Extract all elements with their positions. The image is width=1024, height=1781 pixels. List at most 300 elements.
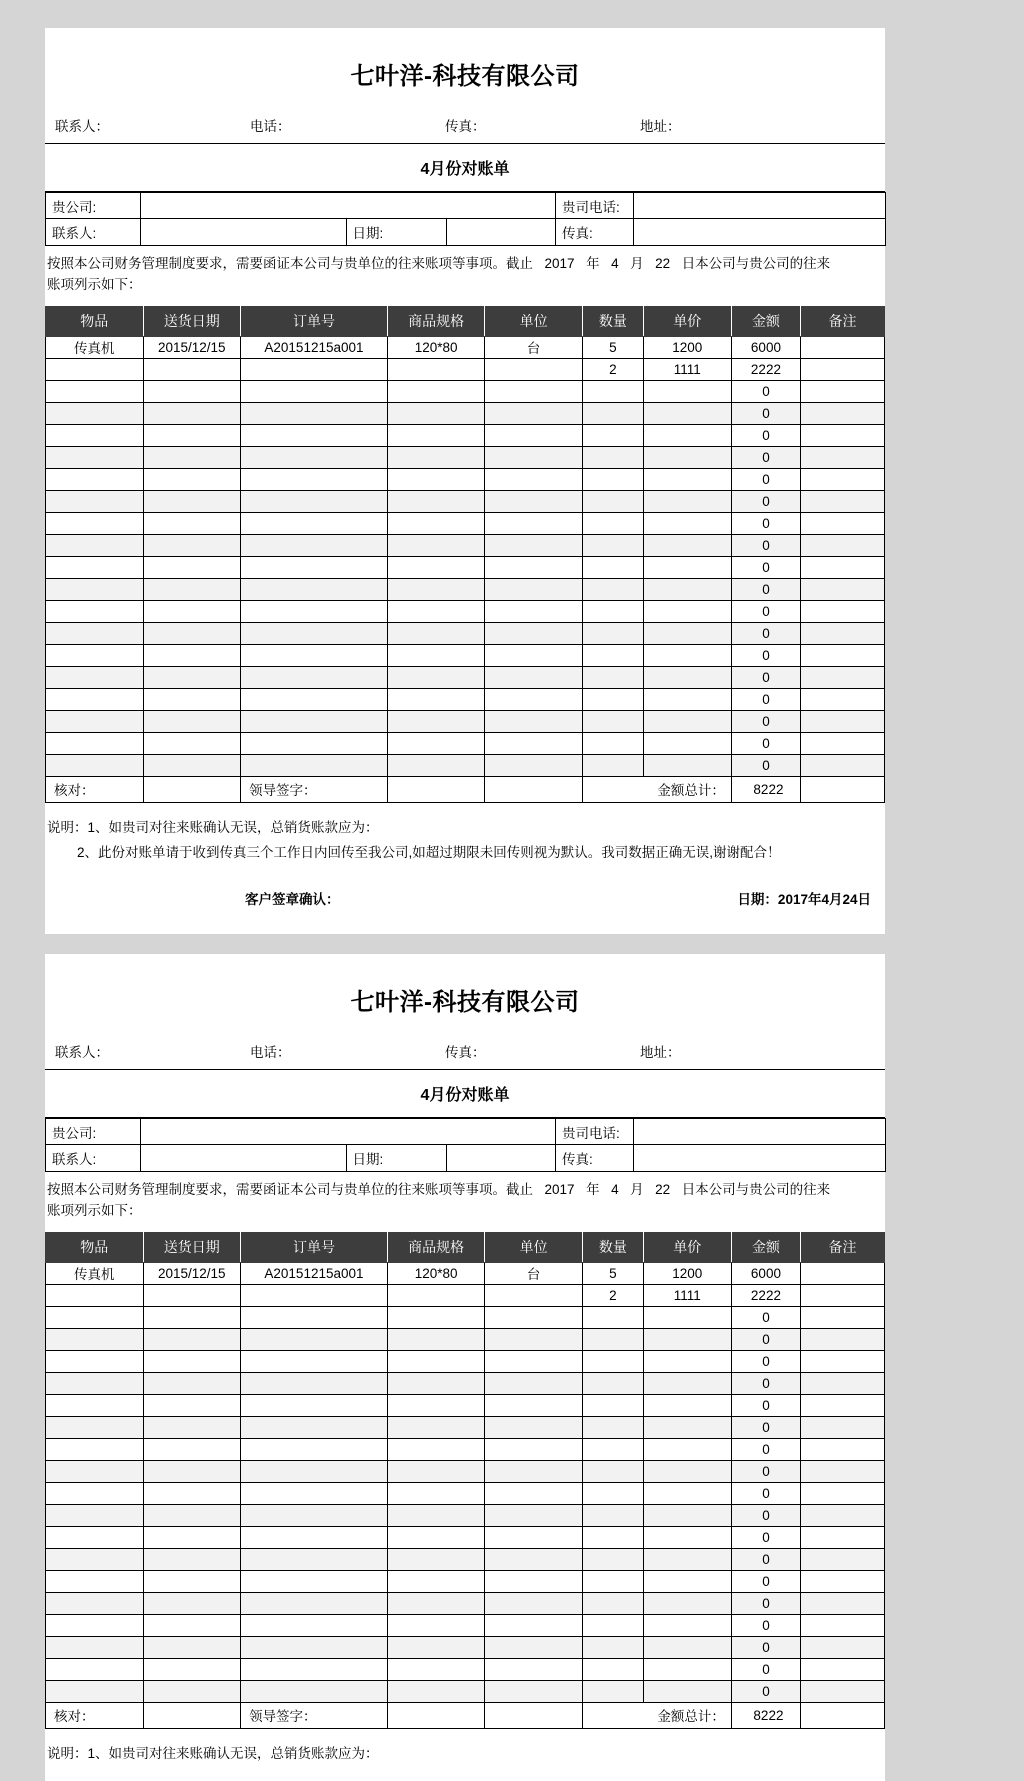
- contact-person-value-s2[interactable]: [141, 1145, 346, 1171]
- cell-qty[interactable]: [582, 446, 643, 468]
- cell-spec-s2[interactable]: [387, 1482, 485, 1504]
- cell-date-s2[interactable]: [143, 1504, 241, 1526]
- cell-note[interactable]: [801, 556, 885, 578]
- col-header-amount-s2[interactable]: 金额: [731, 1232, 800, 1262]
- cell-qty[interactable]: [582, 556, 643, 578]
- cell-amount-s2[interactable]: 0: [731, 1504, 800, 1526]
- cell-qty-s2[interactable]: 2: [582, 1284, 643, 1306]
- cell-spec-s2[interactable]: [387, 1592, 485, 1614]
- cell-unit-s2[interactable]: [485, 1416, 583, 1438]
- cell-price-s2[interactable]: [643, 1416, 731, 1438]
- cell-item[interactable]: 传真机: [46, 336, 144, 358]
- cell-spec[interactable]: [387, 556, 485, 578]
- cell-spec[interactable]: [387, 754, 485, 776]
- cell-spec-s2[interactable]: [387, 1658, 485, 1680]
- cell-item-s2[interactable]: [46, 1306, 144, 1328]
- cell-item-s2[interactable]: [46, 1592, 144, 1614]
- cell-item[interactable]: [46, 424, 144, 446]
- col-header-qty-s2[interactable]: 数量: [582, 1232, 643, 1262]
- your-phone-value-s2[interactable]: [634, 1119, 886, 1145]
- cell-price[interactable]: [643, 490, 731, 512]
- cell-unit-s2[interactable]: 台: [485, 1262, 583, 1284]
- cell-date-s2[interactable]: [143, 1284, 241, 1306]
- cell-amount-s2[interactable]: 0: [731, 1306, 800, 1328]
- cell-item-s2[interactable]: 传真机: [46, 1262, 144, 1284]
- cell-note[interactable]: [801, 578, 885, 600]
- cell-spec[interactable]: [387, 424, 485, 446]
- cell-unit[interactable]: [485, 468, 583, 490]
- cell-unit-s2[interactable]: [485, 1460, 583, 1482]
- cell-unit[interactable]: [485, 688, 583, 710]
- cell-amount[interactable]: 2222: [731, 358, 800, 380]
- cell-order-s2[interactable]: [241, 1548, 388, 1570]
- cell-price-s2[interactable]: [643, 1438, 731, 1460]
- cell-unit-s2[interactable]: [485, 1438, 583, 1460]
- cell-qty[interactable]: [582, 666, 643, 688]
- cell-spec-s2[interactable]: [387, 1526, 485, 1548]
- cell-item-s2[interactable]: [46, 1284, 144, 1306]
- cell-note-s2[interactable]: [801, 1372, 885, 1394]
- cell-spec-s2[interactable]: [387, 1548, 485, 1570]
- cell-note-s2[interactable]: [801, 1548, 885, 1570]
- cell-note[interactable]: [801, 600, 885, 622]
- date-value-s2[interactable]: [446, 1145, 556, 1171]
- cell-amount-s2[interactable]: 0: [731, 1526, 800, 1548]
- cell-note-s2[interactable]: [801, 1306, 885, 1328]
- cell-spec[interactable]: [387, 402, 485, 424]
- cell-note[interactable]: [801, 710, 885, 732]
- cell-qty-s2[interactable]: [582, 1416, 643, 1438]
- cell-spec-s2[interactable]: [387, 1504, 485, 1526]
- cell-date-s2[interactable]: [143, 1548, 241, 1570]
- col-header-spec-s2[interactable]: 商品规格: [387, 1232, 485, 1262]
- cell-qty-s2[interactable]: [582, 1548, 643, 1570]
- cell-item-s2[interactable]: [46, 1680, 144, 1702]
- cell-unit[interactable]: [485, 358, 583, 380]
- cell-note[interactable]: [801, 336, 885, 358]
- cell-spec-s2[interactable]: [387, 1614, 485, 1636]
- cell-qty-s2[interactable]: [582, 1394, 643, 1416]
- col-header-qty[interactable]: 数量: [582, 306, 643, 336]
- cell-amount[interactable]: 0: [731, 534, 800, 556]
- cell-item[interactable]: [46, 490, 144, 512]
- cell-note[interactable]: [801, 534, 885, 556]
- cell-order[interactable]: [241, 468, 388, 490]
- cell-qty-s2[interactable]: [582, 1328, 643, 1350]
- cell-spec[interactable]: [387, 710, 485, 732]
- cell-unit-s2[interactable]: [485, 1504, 583, 1526]
- cell-amount[interactable]: 0: [731, 688, 800, 710]
- cell-date-s2[interactable]: [143, 1306, 241, 1328]
- cell-price-s2[interactable]: 1111: [643, 1284, 731, 1306]
- cell-item[interactable]: [46, 578, 144, 600]
- cell-price[interactable]: [643, 732, 731, 754]
- cell-date[interactable]: [143, 468, 241, 490]
- cell-unit[interactable]: [485, 534, 583, 556]
- cell-note-s2[interactable]: [801, 1460, 885, 1482]
- cell-amount-s2[interactable]: 0: [731, 1570, 800, 1592]
- cell-price[interactable]: [643, 666, 731, 688]
- col-header-date[interactable]: 送货日期: [143, 306, 241, 336]
- cell-amount[interactable]: 0: [731, 600, 800, 622]
- cell-note-s2[interactable]: [801, 1328, 885, 1350]
- cell-order[interactable]: A20151215a001: [241, 336, 388, 358]
- cell-unit[interactable]: 台: [485, 336, 583, 358]
- cell-item-s2[interactable]: [46, 1482, 144, 1504]
- cell-price-s2[interactable]: [643, 1504, 731, 1526]
- cell-item-s2[interactable]: [46, 1658, 144, 1680]
- cell-unit[interactable]: [485, 490, 583, 512]
- cell-qty[interactable]: 2: [582, 358, 643, 380]
- cell-item[interactable]: [46, 446, 144, 468]
- cell-amount[interactable]: 0: [731, 710, 800, 732]
- cell-price[interactable]: [643, 512, 731, 534]
- cell-date-s2[interactable]: [143, 1416, 241, 1438]
- cell-note-s2[interactable]: [801, 1504, 885, 1526]
- cell-date-s2[interactable]: [143, 1658, 241, 1680]
- cell-order[interactable]: [241, 732, 388, 754]
- cell-qty-s2[interactable]: [582, 1372, 643, 1394]
- cell-item-s2[interactable]: [46, 1526, 144, 1548]
- date-value[interactable]: [446, 219, 556, 245]
- check-value-s2[interactable]: [143, 1702, 241, 1728]
- cell-spec-s2[interactable]: [387, 1438, 485, 1460]
- cell-amount-s2[interactable]: 0: [731, 1636, 800, 1658]
- cell-date[interactable]: [143, 534, 241, 556]
- leader-sign-value-s2[interactable]: [387, 1702, 485, 1728]
- cell-item-s2[interactable]: [46, 1328, 144, 1350]
- cell-unit-s2[interactable]: [485, 1526, 583, 1548]
- cell-price-s2[interactable]: [643, 1592, 731, 1614]
- cell-date[interactable]: [143, 402, 241, 424]
- cell-spec[interactable]: [387, 490, 485, 512]
- cell-item[interactable]: [46, 732, 144, 754]
- col-header-note-s2[interactable]: 备注: [801, 1232, 885, 1262]
- cell-price[interactable]: [643, 446, 731, 468]
- cell-order-s2[interactable]: [241, 1306, 388, 1328]
- cell-unit[interactable]: [485, 512, 583, 534]
- cell-item[interactable]: [46, 688, 144, 710]
- cell-date[interactable]: [143, 358, 241, 380]
- cell-amount-s2[interactable]: 0: [731, 1482, 800, 1504]
- cell-order-s2[interactable]: [241, 1526, 388, 1548]
- cell-spec-s2[interactable]: [387, 1306, 485, 1328]
- cell-order-s2[interactable]: [241, 1350, 388, 1372]
- cell-amount[interactable]: 0: [731, 424, 800, 446]
- cell-item[interactable]: [46, 644, 144, 666]
- cell-date-s2[interactable]: [143, 1614, 241, 1636]
- cell-price[interactable]: [643, 622, 731, 644]
- cell-item[interactable]: [46, 666, 144, 688]
- cell-note-s2[interactable]: [801, 1614, 885, 1636]
- cell-amount-s2[interactable]: 0: [731, 1328, 800, 1350]
- cell-unit[interactable]: [485, 666, 583, 688]
- cell-order[interactable]: [241, 578, 388, 600]
- cell-price[interactable]: [643, 556, 731, 578]
- cell-date[interactable]: [143, 754, 241, 776]
- cell-spec[interactable]: [387, 578, 485, 600]
- cell-amount-s2[interactable]: 0: [731, 1658, 800, 1680]
- cell-order[interactable]: [241, 534, 388, 556]
- cell-unit[interactable]: [485, 710, 583, 732]
- cell-amount[interactable]: 0: [731, 644, 800, 666]
- cell-note-s2[interactable]: [801, 1350, 885, 1372]
- cell-note-s2[interactable]: [801, 1262, 885, 1284]
- cell-price-s2[interactable]: [643, 1636, 731, 1658]
- cell-item[interactable]: [46, 710, 144, 732]
- cell-order[interactable]: [241, 556, 388, 578]
- your-company-value[interactable]: [141, 193, 556, 219]
- cell-spec-s2[interactable]: [387, 1636, 485, 1658]
- cell-note[interactable]: [801, 424, 885, 446]
- cell-price[interactable]: [643, 644, 731, 666]
- cell-order[interactable]: [241, 688, 388, 710]
- cell-order[interactable]: [241, 600, 388, 622]
- cell-qty-s2[interactable]: [582, 1306, 643, 1328]
- cell-qty[interactable]: [582, 622, 643, 644]
- cell-order[interactable]: [241, 512, 388, 534]
- cell-qty[interactable]: [582, 512, 643, 534]
- col-header-price[interactable]: 单价: [643, 306, 731, 336]
- cell-date-s2[interactable]: [143, 1372, 241, 1394]
- cell-item[interactable]: [46, 380, 144, 402]
- cell-date[interactable]: [143, 512, 241, 534]
- cell-qty[interactable]: [582, 710, 643, 732]
- cell-spec[interactable]: [387, 688, 485, 710]
- cell-item-s2[interactable]: [46, 1372, 144, 1394]
- cell-qty-s2[interactable]: [582, 1636, 643, 1658]
- cell-spec[interactable]: [387, 666, 485, 688]
- cell-date-s2[interactable]: [143, 1328, 241, 1350]
- cell-price-s2[interactable]: [643, 1350, 731, 1372]
- check-value[interactable]: [143, 776, 241, 802]
- cell-price-s2[interactable]: [643, 1328, 731, 1350]
- cell-item-s2[interactable]: [46, 1350, 144, 1372]
- cell-item[interactable]: [46, 600, 144, 622]
- cell-order-s2[interactable]: [241, 1416, 388, 1438]
- cell-qty-s2[interactable]: [582, 1592, 643, 1614]
- cell-note-s2[interactable]: [801, 1658, 885, 1680]
- cell-spec-s2[interactable]: 120*80: [387, 1262, 485, 1284]
- cell-amount-s2[interactable]: 0: [731, 1394, 800, 1416]
- cell-qty-s2[interactable]: [582, 1658, 643, 1680]
- cell-date[interactable]: [143, 732, 241, 754]
- cell-qty-s2[interactable]: [582, 1526, 643, 1548]
- cell-note[interactable]: [801, 380, 885, 402]
- cell-unit-s2[interactable]: [485, 1658, 583, 1680]
- cell-amount[interactable]: 0: [731, 556, 800, 578]
- cell-qty-s2[interactable]: [582, 1438, 643, 1460]
- cell-price-s2[interactable]: [643, 1394, 731, 1416]
- col-header-unit[interactable]: 单位: [485, 306, 583, 336]
- cell-price[interactable]: [643, 754, 731, 776]
- cell-qty[interactable]: [582, 578, 643, 600]
- cell-unit-s2[interactable]: [485, 1394, 583, 1416]
- cell-spec-s2[interactable]: [387, 1350, 485, 1372]
- cell-order-s2[interactable]: [241, 1482, 388, 1504]
- cell-amount[interactable]: 0: [731, 666, 800, 688]
- cell-amount[interactable]: 0: [731, 512, 800, 534]
- col-header-note[interactable]: 备注: [801, 306, 885, 336]
- cell-unit[interactable]: [485, 402, 583, 424]
- cell-spec-s2[interactable]: [387, 1284, 485, 1306]
- cell-unit-s2[interactable]: [485, 1284, 583, 1306]
- cell-amount[interactable]: 0: [731, 468, 800, 490]
- cell-price-s2[interactable]: [643, 1680, 731, 1702]
- cell-item-s2[interactable]: [46, 1460, 144, 1482]
- cell-qty-s2[interactable]: [582, 1350, 643, 1372]
- cell-amount[interactable]: 0: [731, 490, 800, 512]
- col-header-price-s2[interactable]: 单价: [643, 1232, 731, 1262]
- contact-person-value[interactable]: [141, 219, 346, 245]
- cell-item[interactable]: [46, 402, 144, 424]
- cell-note[interactable]: [801, 688, 885, 710]
- cell-note[interactable]: [801, 666, 885, 688]
- cell-order[interactable]: [241, 424, 388, 446]
- cell-qty[interactable]: [582, 424, 643, 446]
- col-header-item[interactable]: 物品: [46, 306, 144, 336]
- cell-date[interactable]: [143, 710, 241, 732]
- cell-note-s2[interactable]: [801, 1394, 885, 1416]
- cell-qty[interactable]: [582, 490, 643, 512]
- cell-price[interactable]: [643, 578, 731, 600]
- cell-qty[interactable]: [582, 600, 643, 622]
- cell-unit-s2[interactable]: [485, 1570, 583, 1592]
- col-header-date-s2[interactable]: 送货日期: [143, 1232, 241, 1262]
- col-header-order[interactable]: 订单号: [241, 306, 388, 336]
- cell-item-s2[interactable]: [46, 1636, 144, 1658]
- cell-price[interactable]: 1200: [643, 336, 731, 358]
- cell-order-s2[interactable]: [241, 1636, 388, 1658]
- cell-date[interactable]: [143, 600, 241, 622]
- cell-qty[interactable]: [582, 732, 643, 754]
- cell-order-s2[interactable]: [241, 1658, 388, 1680]
- cell-qty-s2[interactable]: [582, 1570, 643, 1592]
- cell-qty[interactable]: [582, 688, 643, 710]
- cell-amount[interactable]: 0: [731, 402, 800, 424]
- cell-item-s2[interactable]: [46, 1394, 144, 1416]
- cell-order-s2[interactable]: [241, 1284, 388, 1306]
- cell-order-s2[interactable]: [241, 1328, 388, 1350]
- cell-order[interactable]: [241, 446, 388, 468]
- cell-order-s2[interactable]: [241, 1504, 388, 1526]
- cell-price-s2[interactable]: [643, 1658, 731, 1680]
- cell-price[interactable]: [643, 600, 731, 622]
- cell-date[interactable]: 2015/12/15: [143, 336, 241, 358]
- cell-qty[interactable]: [582, 644, 643, 666]
- cell-date-s2[interactable]: [143, 1482, 241, 1504]
- cell-date-s2[interactable]: [143, 1680, 241, 1702]
- cell-order-s2[interactable]: [241, 1438, 388, 1460]
- cell-item[interactable]: [46, 556, 144, 578]
- cell-order-s2[interactable]: [241, 1614, 388, 1636]
- cell-amount-s2[interactable]: 0: [731, 1416, 800, 1438]
- cell-order[interactable]: [241, 358, 388, 380]
- cell-amount-s2[interactable]: 6000: [731, 1262, 800, 1284]
- cell-date[interactable]: [143, 556, 241, 578]
- cell-date[interactable]: [143, 578, 241, 600]
- cell-amount-s2[interactable]: 2222: [731, 1284, 800, 1306]
- cell-unit[interactable]: [485, 600, 583, 622]
- cell-note-s2[interactable]: [801, 1438, 885, 1460]
- cell-note[interactable]: [801, 358, 885, 380]
- cell-qty-s2[interactable]: [582, 1504, 643, 1526]
- cell-order[interactable]: [241, 622, 388, 644]
- cell-unit-s2[interactable]: [485, 1482, 583, 1504]
- cell-spec-s2[interactable]: [387, 1570, 485, 1592]
- cell-item[interactable]: [46, 534, 144, 556]
- cell-unit-s2[interactable]: [485, 1680, 583, 1702]
- cell-date-s2[interactable]: [143, 1350, 241, 1372]
- cell-price[interactable]: [643, 380, 731, 402]
- cell-amount-s2[interactable]: 0: [731, 1372, 800, 1394]
- cell-note-s2[interactable]: [801, 1570, 885, 1592]
- cell-unit[interactable]: [485, 732, 583, 754]
- cell-date[interactable]: [143, 688, 241, 710]
- col-header-unit-s2[interactable]: 单位: [485, 1232, 583, 1262]
- cell-unit[interactable]: [485, 380, 583, 402]
- cell-item[interactable]: [46, 358, 144, 380]
- cell-note-s2[interactable]: [801, 1416, 885, 1438]
- cell-unit[interactable]: [485, 754, 583, 776]
- cell-amount-s2[interactable]: 0: [731, 1460, 800, 1482]
- cell-item[interactable]: [46, 468, 144, 490]
- cell-item-s2[interactable]: [46, 1438, 144, 1460]
- cell-unit-s2[interactable]: [485, 1548, 583, 1570]
- cell-spec[interactable]: [387, 512, 485, 534]
- cell-unit[interactable]: [485, 556, 583, 578]
- cell-unit-s2[interactable]: [485, 1328, 583, 1350]
- cell-price-s2[interactable]: [643, 1306, 731, 1328]
- cell-spec[interactable]: [387, 468, 485, 490]
- cell-order-s2[interactable]: [241, 1394, 388, 1416]
- cell-item[interactable]: [46, 754, 144, 776]
- cell-date-s2[interactable]: [143, 1526, 241, 1548]
- cell-price[interactable]: [643, 688, 731, 710]
- cell-date-s2[interactable]: [143, 1570, 241, 1592]
- cell-note-s2[interactable]: [801, 1592, 885, 1614]
- cell-item-s2[interactable]: [46, 1570, 144, 1592]
- cell-date[interactable]: [143, 622, 241, 644]
- cell-qty[interactable]: 5: [582, 336, 643, 358]
- cell-note[interactable]: [801, 512, 885, 534]
- cell-qty-s2[interactable]: [582, 1482, 643, 1504]
- cell-date-s2[interactable]: [143, 1636, 241, 1658]
- cell-note[interactable]: [801, 490, 885, 512]
- fax-value[interactable]: [634, 219, 886, 246]
- col-header-item-s2[interactable]: 物品: [46, 1232, 144, 1262]
- cell-amount[interactable]: 6000: [731, 336, 800, 358]
- cell-spec-s2[interactable]: [387, 1460, 485, 1482]
- cell-qty-s2[interactable]: [582, 1614, 643, 1636]
- cell-price-s2[interactable]: [643, 1548, 731, 1570]
- cell-note-s2[interactable]: [801, 1284, 885, 1306]
- cell-spec[interactable]: [387, 446, 485, 468]
- cell-spec[interactable]: [387, 534, 485, 556]
- cell-order[interactable]: [241, 754, 388, 776]
- cell-note[interactable]: [801, 622, 885, 644]
- cell-amount-s2[interactable]: 0: [731, 1592, 800, 1614]
- cell-unit-s2[interactable]: [485, 1372, 583, 1394]
- cell-unit[interactable]: [485, 578, 583, 600]
- cell-order[interactable]: [241, 644, 388, 666]
- cell-spec-s2[interactable]: [387, 1416, 485, 1438]
- cell-unit[interactable]: [485, 644, 583, 666]
- cell-note[interactable]: [801, 468, 885, 490]
- your-phone-value[interactable]: [634, 193, 886, 219]
- cell-note-s2[interactable]: [801, 1680, 885, 1702]
- cell-price-s2[interactable]: 1200: [643, 1262, 731, 1284]
